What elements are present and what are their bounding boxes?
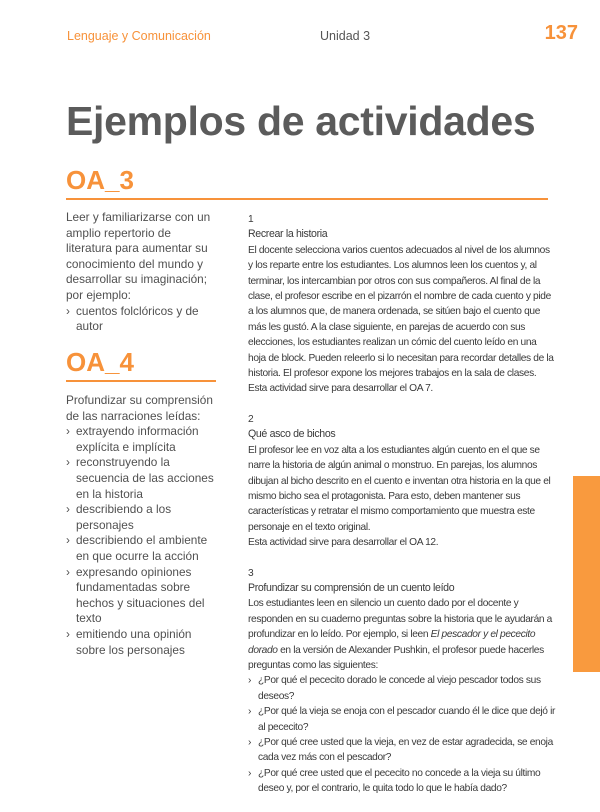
activity-number: 1 <box>248 214 254 225</box>
question-item: › ¿Por qué cree usted que el pececito no concede a la vieja su último deseo y, por el contrario, le quita todo lo que le había dado? <box>248 766 556 797</box>
list-item: › cuentos folclóricos y de autor <box>66 304 218 335</box>
divider <box>66 380 216 382</box>
activity-body: El docente selecciona varios cuentos adecuados al nivel de los alumnos y los reparte entre los estudiantes. Los alumnos leen los cuentos y, al terminar, los intercambian por otros con sus compañeros. Al final de la clase, el profesor escribe en el pizarrón el nombre de cada cuento y pide a los alumnos que, de manera ordenada, se sitúen bajo el cuento que más les gustó. A la clase siguiente, en parejas de acuerdo con sus elecciones, los estudiantes realizan un cómic del cuento leído en una hoja de block. Pueden releerlo si lo necesitan para recordar detalles de la historia. El profesor expone los mejores trabajos en la sala de clases. <box>248 244 554 380</box>
activity-body <box>248 596 556 673</box>
list-item: › describiendo el ambiente en que ocurre la acción <box>66 533 218 564</box>
question-item: › ¿Por qué la vieja se enoja con el pescador cuando él le dice que dejó ir al pececito? <box>248 704 556 735</box>
objective-description-oa3 <box>66 210 218 335</box>
objective-heading-oa3: OA_3 <box>66 165 134 195</box>
activity-body: El profesor lee en voz alta a los estudiantes algún cuento en el que se narre la historia de algún animal o monstruo. En parejas, los alumnos dibujan al bicho descrito en el cuento e inventan otra historia en la que el mismo bicho sea el protagonista. Para esto, deben mantener sus características y retratar el mismo comportamiento que muestra este personaje en el texto original. <box>248 444 551 533</box>
activity-number: 2 <box>248 413 254 425</box>
activity-body-text: Los estudiantes leen en silencio un cuento dado por el docente y responden en su cuaderno preguntas sobre la historia que le ayudarán a profundizar en lo leído. Por ejemplo, si leen <box>248 598 552 641</box>
activity-title: Recrear la historia <box>248 228 328 241</box>
question-item: › ¿Por qué cree usted que la vieja, en vez de estar agradecida, se enoja cada vez más con el pescador? <box>248 735 556 766</box>
activity-number: 3 <box>248 567 254 579</box>
objective-description-oa4 <box>66 393 218 658</box>
activity-note: Esta actividad sirve para desarrollar el OA 7. <box>248 383 433 395</box>
activity-title: Qué asco de bichos <box>248 428 336 441</box>
list-item: › emitiendo una opinión sobre los personajes <box>66 627 218 658</box>
activities-column <box>248 212 556 812</box>
question-item: › ¿Por qué el pececito dorado le concede al viejo pescador todos sus deseos? <box>248 673 556 704</box>
objective-heading-oa4: OA_4 <box>66 347 134 377</box>
activity-title: Profundizar su comprensión de un cuento leído <box>248 581 455 594</box>
objective-list <box>66 304 218 335</box>
objective-intro: Leer y familiarizarse con un amplio repertorio de literatura para aumentar su conocimiento del mundo y desarrollar su imaginación; por ejemplo: <box>66 210 211 302</box>
book-title: El pescador y el pececito dorado <box>248 629 536 656</box>
unit-side-tab <box>573 476 600 672</box>
subject-label: Lenguaje y Comunicación <box>67 29 211 43</box>
unit-label: Unidad 3 <box>320 29 371 43</box>
activity-2 <box>248 412 556 551</box>
activity-note: Esta actividad sirve para desarrollar el OA 12. <box>248 537 439 549</box>
activity-1 <box>248 212 556 397</box>
list-item: › describiendo a los personajes <box>66 502 218 533</box>
page-number: 137 <box>544 22 578 44</box>
activity-body-text: en la versión de Alexander Pushkin, el profesor puede hacerles preguntas como las siguientes: <box>248 644 544 671</box>
list-item: › expresando opiniones fundamentadas sobre hechos y situaciones del texto <box>66 565 218 627</box>
activity-3 <box>248 566 556 797</box>
question-list <box>248 673 556 796</box>
list-item: › reconstruyendo la secuencia de las acciones en la historia <box>66 455 218 502</box>
divider <box>66 198 548 200</box>
objective-intro: Profundizar su comprensión de las narraciones leídas: <box>66 393 213 423</box>
page-title: Ejemplos de actividades <box>66 98 536 144</box>
objective-list <box>66 424 218 658</box>
list-item: › extrayendo información explícita e implícita <box>66 424 218 455</box>
